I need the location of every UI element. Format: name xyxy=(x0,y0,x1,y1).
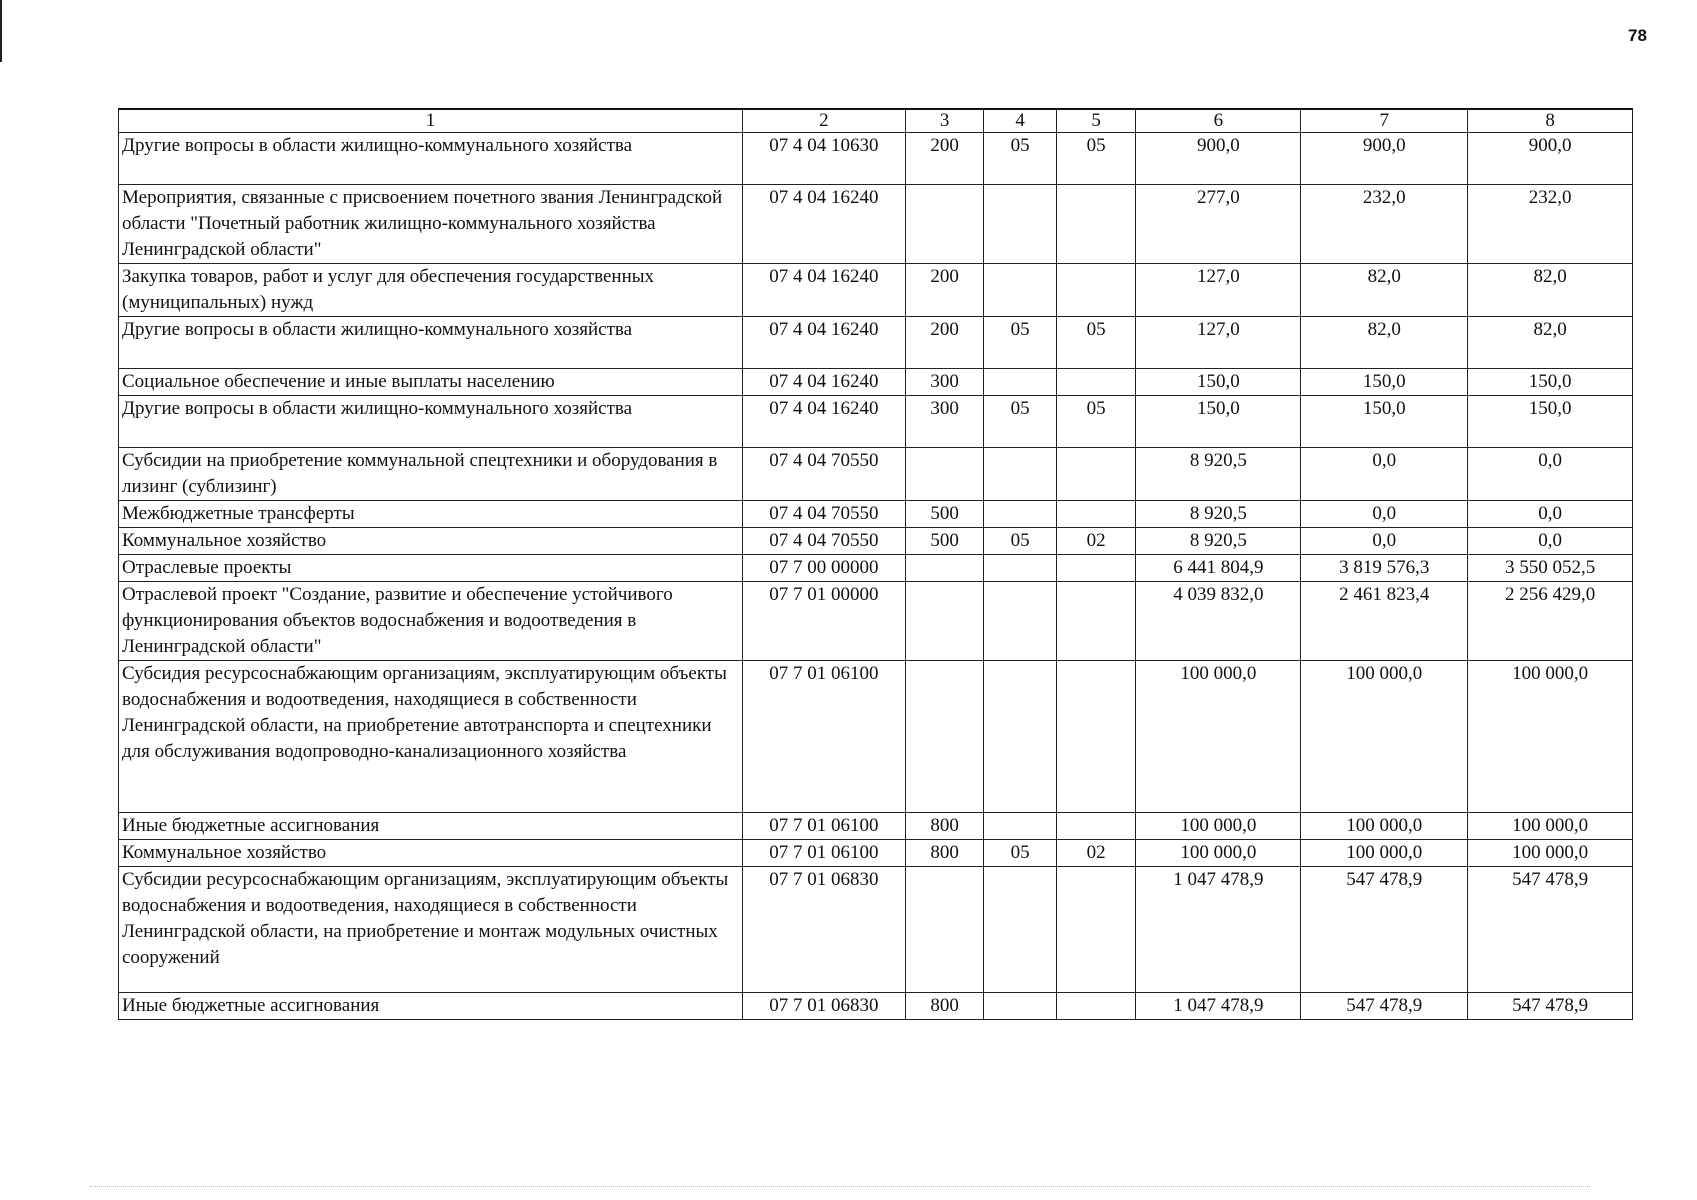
expense-type: 800 xyxy=(905,840,984,867)
target-code: 07 7 01 06100 xyxy=(743,840,906,867)
target-code: 07 4 04 70550 xyxy=(743,501,906,528)
amount-year-3: 100 000,0 xyxy=(1468,813,1633,840)
subsection xyxy=(1056,185,1136,264)
amount-year-2: 150,0 xyxy=(1301,369,1468,396)
amount-year-2: 82,0 xyxy=(1301,264,1468,317)
expense-type: 300 xyxy=(905,396,984,448)
subsection: 02 xyxy=(1056,528,1136,555)
amount-year-2: 82,0 xyxy=(1301,317,1468,369)
section xyxy=(984,264,1056,317)
amount-year-2: 547 478,9 xyxy=(1301,867,1468,993)
subsection: 05 xyxy=(1056,133,1136,185)
expense-type xyxy=(905,448,984,501)
amount-year-1: 8 920,5 xyxy=(1136,528,1301,555)
row-name: Социальное обеспечение и иные выплаты населению xyxy=(119,369,743,396)
amount-year-2: 100 000,0 xyxy=(1301,813,1468,840)
amount-year-1: 1 047 478,9 xyxy=(1136,867,1301,993)
amount-year-1: 100 000,0 xyxy=(1136,840,1301,867)
row-name: Мероприятия, связанные с присвоением почетного звания Ленинградской области "Почетный работник жилищно-коммунального хозяйства Ленинградской области" xyxy=(119,185,743,264)
table-row xyxy=(119,501,1633,528)
target-code: 07 7 01 06830 xyxy=(743,867,906,993)
column-number: 6 xyxy=(1136,109,1301,133)
target-code: 07 7 00 00000 xyxy=(743,555,906,582)
section xyxy=(984,448,1056,501)
table-row xyxy=(119,528,1633,555)
subsection xyxy=(1056,867,1136,993)
table-row xyxy=(119,133,1633,185)
amount-year-2: 3 819 576,3 xyxy=(1301,555,1468,582)
table-row xyxy=(119,661,1633,813)
amount-year-2: 0,0 xyxy=(1301,528,1468,555)
row-name: Другие вопросы в области жилищно-коммунального хозяйства xyxy=(119,396,743,448)
row-name: Другие вопросы в области жилищно-коммунального хозяйства xyxy=(119,133,743,185)
amount-year-2: 900,0 xyxy=(1301,133,1468,185)
subsection: 05 xyxy=(1056,396,1136,448)
amount-year-2: 0,0 xyxy=(1301,448,1468,501)
target-code: 07 4 04 70550 xyxy=(743,448,906,501)
column-number-row xyxy=(119,109,1633,133)
subsection xyxy=(1056,813,1136,840)
target-code: 07 4 04 16240 xyxy=(743,369,906,396)
table-row xyxy=(119,813,1633,840)
section: 05 xyxy=(984,840,1056,867)
amount-year-2: 547 478,9 xyxy=(1301,993,1468,1020)
budget-table-container xyxy=(118,108,1633,1020)
amount-year-2: 2 461 823,4 xyxy=(1301,582,1468,661)
subsection xyxy=(1056,369,1136,396)
expense-type: 800 xyxy=(905,813,984,840)
table-row xyxy=(119,867,1633,993)
subsection: 02 xyxy=(1056,840,1136,867)
row-name: Отраслевые проекты xyxy=(119,555,743,582)
amount-year-1: 100 000,0 xyxy=(1136,813,1301,840)
subsection xyxy=(1056,555,1136,582)
subsection xyxy=(1056,264,1136,317)
section: 05 xyxy=(984,396,1056,448)
scan-noise-line xyxy=(90,1186,1590,1187)
column-number: 7 xyxy=(1301,109,1468,133)
section xyxy=(984,661,1056,813)
amount-year-1: 150,0 xyxy=(1136,396,1301,448)
target-code: 07 4 04 10630 xyxy=(743,133,906,185)
amount-year-2: 100 000,0 xyxy=(1301,661,1468,813)
amount-year-3: 0,0 xyxy=(1468,501,1633,528)
section xyxy=(984,993,1056,1020)
amount-year-3: 150,0 xyxy=(1468,369,1633,396)
expense-type xyxy=(905,555,984,582)
amount-year-1: 8 920,5 xyxy=(1136,448,1301,501)
table-row xyxy=(119,396,1633,448)
amount-year-3: 547 478,9 xyxy=(1468,993,1633,1020)
subsection: 05 xyxy=(1056,317,1136,369)
section: 05 xyxy=(984,317,1056,369)
section xyxy=(984,582,1056,661)
column-number: 1 xyxy=(119,109,743,133)
expense-type: 800 xyxy=(905,993,984,1020)
column-number: 4 xyxy=(984,109,1056,133)
budget-table xyxy=(118,108,1633,1020)
target-code: 07 7 01 06100 xyxy=(743,813,906,840)
section xyxy=(984,369,1056,396)
amount-year-3: 2 256 429,0 xyxy=(1468,582,1633,661)
subsection xyxy=(1056,501,1136,528)
amount-year-2: 0,0 xyxy=(1301,501,1468,528)
expense-type xyxy=(905,661,984,813)
row-name: Коммунальное хозяйство xyxy=(119,528,743,555)
target-code: 07 4 04 16240 xyxy=(743,396,906,448)
page-number: 78 xyxy=(1628,26,1647,45)
row-name: Коммунальное хозяйство xyxy=(119,840,743,867)
expense-type: 200 xyxy=(905,317,984,369)
table-row xyxy=(119,555,1633,582)
amount-year-1: 6 441 804,9 xyxy=(1136,555,1301,582)
amount-year-1: 150,0 xyxy=(1136,369,1301,396)
amount-year-3: 100 000,0 xyxy=(1468,661,1633,813)
expense-type: 500 xyxy=(905,501,984,528)
amount-year-1: 1 047 478,9 xyxy=(1136,993,1301,1020)
amount-year-1: 127,0 xyxy=(1136,264,1301,317)
section: 05 xyxy=(984,528,1056,555)
expense-type xyxy=(905,867,984,993)
section xyxy=(984,555,1056,582)
amount-year-1: 277,0 xyxy=(1136,185,1301,264)
amount-year-3: 900,0 xyxy=(1468,133,1633,185)
expense-type: 300 xyxy=(905,369,984,396)
row-name: Отраслевой проект "Создание, развитие и обеспечение устойчивого функционирования объектов водоснабжения и водоотведения в Ленинградской области" xyxy=(119,582,743,661)
section: 05 xyxy=(984,133,1056,185)
subsection xyxy=(1056,993,1136,1020)
expense-type: 200 xyxy=(905,133,984,185)
amount-year-3: 100 000,0 xyxy=(1468,840,1633,867)
section xyxy=(984,185,1056,264)
table-row xyxy=(119,185,1633,264)
amount-year-1: 900,0 xyxy=(1136,133,1301,185)
table-row xyxy=(119,317,1633,369)
row-name: Закупка товаров, работ и услуг для обеспечения государственных (муниципальных) нужд xyxy=(119,264,743,317)
amount-year-3: 547 478,9 xyxy=(1468,867,1633,993)
amount-year-2: 232,0 xyxy=(1301,185,1468,264)
amount-year-1: 127,0 xyxy=(1136,317,1301,369)
column-number: 5 xyxy=(1056,109,1136,133)
target-code: 07 4 04 70550 xyxy=(743,528,906,555)
amount-year-1: 4 039 832,0 xyxy=(1136,582,1301,661)
expense-type xyxy=(905,582,984,661)
table-row xyxy=(119,840,1633,867)
table-row xyxy=(119,448,1633,501)
row-name: Иные бюджетные ассигнования xyxy=(119,813,743,840)
amount-year-3: 150,0 xyxy=(1468,396,1633,448)
target-code: 07 4 04 16240 xyxy=(743,185,906,264)
row-name: Межбюджетные трансферты xyxy=(119,501,743,528)
table-row xyxy=(119,369,1633,396)
row-name: Субсидии ресурсоснабжающим организациям, эксплуатирующим объекты водоснабжения и водоотведения, находящиеся в собственности Ленинградской области, на приобретение и монтаж модульных очистных сооружений xyxy=(119,867,743,993)
row-name: Субсидия ресурсоснабжающим организациям, эксплуатирующим объекты водоснабжения и водоотведения, находящиеся в собственности Ленинградской области, на приобретение автотранспорта и спецтехники для обслуживания водопроводно-канализационного хозяйства xyxy=(119,661,743,813)
amount-year-3: 3 550 052,5 xyxy=(1468,555,1633,582)
expense-type: 500 xyxy=(905,528,984,555)
amount-year-3: 232,0 xyxy=(1468,185,1633,264)
target-code: 07 7 01 06100 xyxy=(743,661,906,813)
section xyxy=(984,501,1056,528)
row-name: Другие вопросы в области жилищно-коммунального хозяйства xyxy=(119,317,743,369)
table-row xyxy=(119,264,1633,317)
amount-year-2: 100 000,0 xyxy=(1301,840,1468,867)
subsection xyxy=(1056,448,1136,501)
column-number: 3 xyxy=(905,109,984,133)
column-number: 8 xyxy=(1468,109,1633,133)
scan-edge-line xyxy=(0,0,2,62)
column-number: 2 xyxy=(743,109,906,133)
target-code: 07 4 04 16240 xyxy=(743,317,906,369)
amount-year-3: 82,0 xyxy=(1468,317,1633,369)
table-row xyxy=(119,993,1633,1020)
section xyxy=(984,867,1056,993)
amount-year-1: 100 000,0 xyxy=(1136,661,1301,813)
row-name: Субсидии на приобретение коммунальной спецтехники и оборудования в лизинг (сублизинг) xyxy=(119,448,743,501)
amount-year-3: 0,0 xyxy=(1468,528,1633,555)
amount-year-2: 150,0 xyxy=(1301,396,1468,448)
amount-year-3: 82,0 xyxy=(1468,264,1633,317)
expense-type: 200 xyxy=(905,264,984,317)
row-name: Иные бюджетные ассигнования xyxy=(119,993,743,1020)
target-code: 07 7 01 06830 xyxy=(743,993,906,1020)
subsection xyxy=(1056,582,1136,661)
section xyxy=(984,813,1056,840)
table-row xyxy=(119,582,1633,661)
expense-type xyxy=(905,185,984,264)
subsection xyxy=(1056,661,1136,813)
amount-year-1: 8 920,5 xyxy=(1136,501,1301,528)
target-code: 07 4 04 16240 xyxy=(743,264,906,317)
target-code: 07 7 01 00000 xyxy=(743,582,906,661)
amount-year-3: 0,0 xyxy=(1468,448,1633,501)
